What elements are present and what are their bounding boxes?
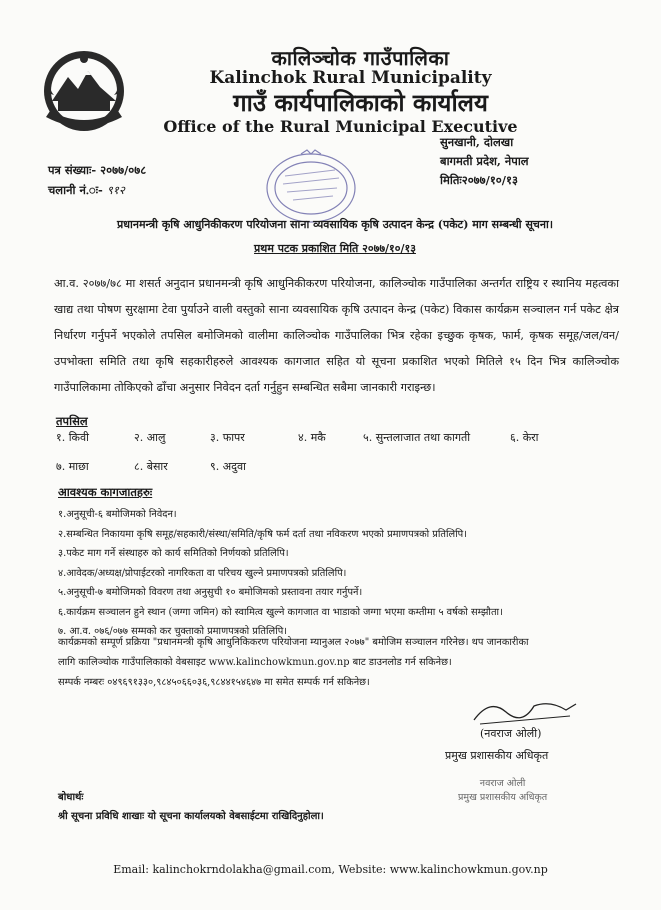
letter-number [48,160,146,180]
document-item: ५.अनुसूची-७ बमोजिमको विवरण तथा अनुसुची १० बमोजिमको प्रस्तावना तयार गर्नुपर्ने। [58,587,363,598]
document-item: २.सम्बन्धित निकायमा कृषि समूह/सहकारी/संस्था/समिति/कृषि फर्म दर्ता तथा नविकरण भएको प्रमाणपत्रको प्रतिलिपि। [58,528,467,540]
publication-date-line: प्रथम पटक प्रकाशित मिति २०७७/१०/१३ [254,242,416,255]
crop-item: १. किवी [56,431,89,444]
letter-number-value: २०७७/०७८ [100,163,147,177]
office-address [440,133,529,190]
letter-number-label: पत्र संख्याः- [48,163,97,177]
office-name-nepali: गाउँ कार्यपालिकाको कार्यालय [233,88,488,117]
document-item: १.अनुसूची-६ बमोजिमको निवेदन। [58,509,177,520]
process-line: कार्यक्रमको सम्पूर्ण प्रक्रिया "प्रधानमन्त्री कृषि आधुनिकिकरण परियोजना म्यानुअल २०७७" बमोजिम सञ्चालन गरिनेछ। थप जानकारीका [58,637,529,648]
documents-title: आवश्यक कागजातहरुः [58,485,153,499]
signatory-stamp [458,777,547,805]
crop-item: ४. मकै [298,431,326,444]
document-item: ७. आ.व. ०७६/०७७ सम्मको कर चुक्ताको प्रमाणपत्रको प्रतिलिपि। [58,626,287,637]
address-line-1: सुनखानी, दोलखा [440,135,514,149]
signatory-name: (नवराज ओली) [480,727,542,740]
process-line: लागि कालिञ्चोक गाउँपालिकाको वेबसाइट www.kalinchowkmun.gov.np बाट डाउनलोड गर्न सकिनेछ। [58,657,452,668]
signatory-title: प्रमुख प्रशासकीय अधिकृत [445,749,549,762]
crop-item: ३. फापर [210,431,245,444]
municipality-name-english: Kalinchok Rural Municipality [209,68,492,88]
crop-item: २. आलु [134,431,166,444]
dispatch-number [48,180,146,200]
crop-item: ६. केरा [510,431,539,444]
crop-item: ७. माछा [56,460,89,473]
tapasil-title: तपसिल [56,414,88,428]
dispatch-number-label: चलानी नं.ः- [48,183,103,197]
reference-block [48,160,146,200]
notice-body: आ.व. २०७७/७८ मा शसर्त अनुदान प्रधानमन्त्री कृषि आधुनिकीकरण परियोजना, कालिञ्चोक गाउँपालिका अन्तर्गत राष्ट्रिय र स्थानिय महत्वका खाद्य तथा पोषण सुरक्षामा टेवा पुर्याउने वाली वस्तुको साना व्यवसायिक कृषि उत्पादन केन्द्र (पकेट) विकास कार्यक्रम सञ्चालन गर्न पकेट क्षेत्र निर्धारण गर्नुपर्ने भएकोले तपसिल बमोजिमको वालीमा कालिञ्चोक गाउँपालिका भित्र रहेका इच्छुक कृषक, फार्म, कृषक समूह/जल/वन/उपभोक्ता समिति तथा कृषि सहकारीहरुले आवश्यक कागजात सहित यो सूचना प्रकाशित भएको मितिले १५ दिन भित्र कालिञ्चोक गाउँपालिकामा तोकिएको ढाँचा अनुसार निवेदन दर्ता गर्नुहुन सम्बन्धित सबैमा जानकारी गराइन्छ। [54,277,619,394]
subject-line: प्रधानमन्त्री कृषि आधुनिकीकरण परियोजना साना व्यवसायिक कृषि उत्पादन केन्द्र (पकेट) माग सम्बन्धी सूचना। [116,218,554,231]
document-item: ६.कार्यक्रम सञ्चालन हुने स्थान (जग्गा जमिन) को स्वामित्व खुल्ने कागजात वा भाडाको जग्गा भएमा कम्तीमा ५ वर्षको सम्झौता। [58,606,503,618]
notice-subject [45,213,625,261]
office-name-english: Office of the Rural Municipal Executive [163,117,518,136]
crop-item: ५. सुन्तलाजात तथा कागती [363,431,471,444]
footer-contact: Email: kalinchokrndolakha@gmail.com, Website: www.kalinchowkmun.gov.np [113,863,548,876]
address-line-2: बागमती प्रदेश, नेपाल [440,154,529,168]
process-info [58,633,628,693]
contact-line: सम्पर्क नम्बरः ०४९६९१३३०,९८४५०६६०३६,९८४४१५४६४७ मा समेत सम्पर्क गर्न सकिनेछ। [58,677,370,688]
crop-item: ९. अदुवा [210,460,246,473]
dispatch-number-value: ९१२ [106,183,125,197]
signature-scribble [470,690,580,730]
municipality-name-nepali: कालिञ्चोक गाउँपालिका [271,46,450,70]
stamp-title: प्रमुख प्रशासकीय अधिकृत [458,792,548,803]
letter-date: मितिः२०७७/१०/१३ [440,173,518,187]
crop-item: ८. बेसार [134,460,168,473]
cc-title: बोधार्थः [58,792,84,803]
document-item: ४.आवेदक/अध्यक्ष/प्रोपाईटरको नागरिकता वा परिचय खुल्ने प्रमाणपत्रको प्रतिलिपि। [58,567,347,579]
document-item: ३.पकेट माग गर्ने संस्थाहरु को कार्य समितिको निर्णयको प्रतिलिपि। [58,548,289,559]
required-documents-list [58,505,628,642]
stamp-name: नवराज ओली [479,778,526,789]
cc-line: श्री सूचना प्रविधि शाखाः यो सूचना कार्यालयको वेबसाईटमा राखिदिनुहोला। [58,811,324,822]
